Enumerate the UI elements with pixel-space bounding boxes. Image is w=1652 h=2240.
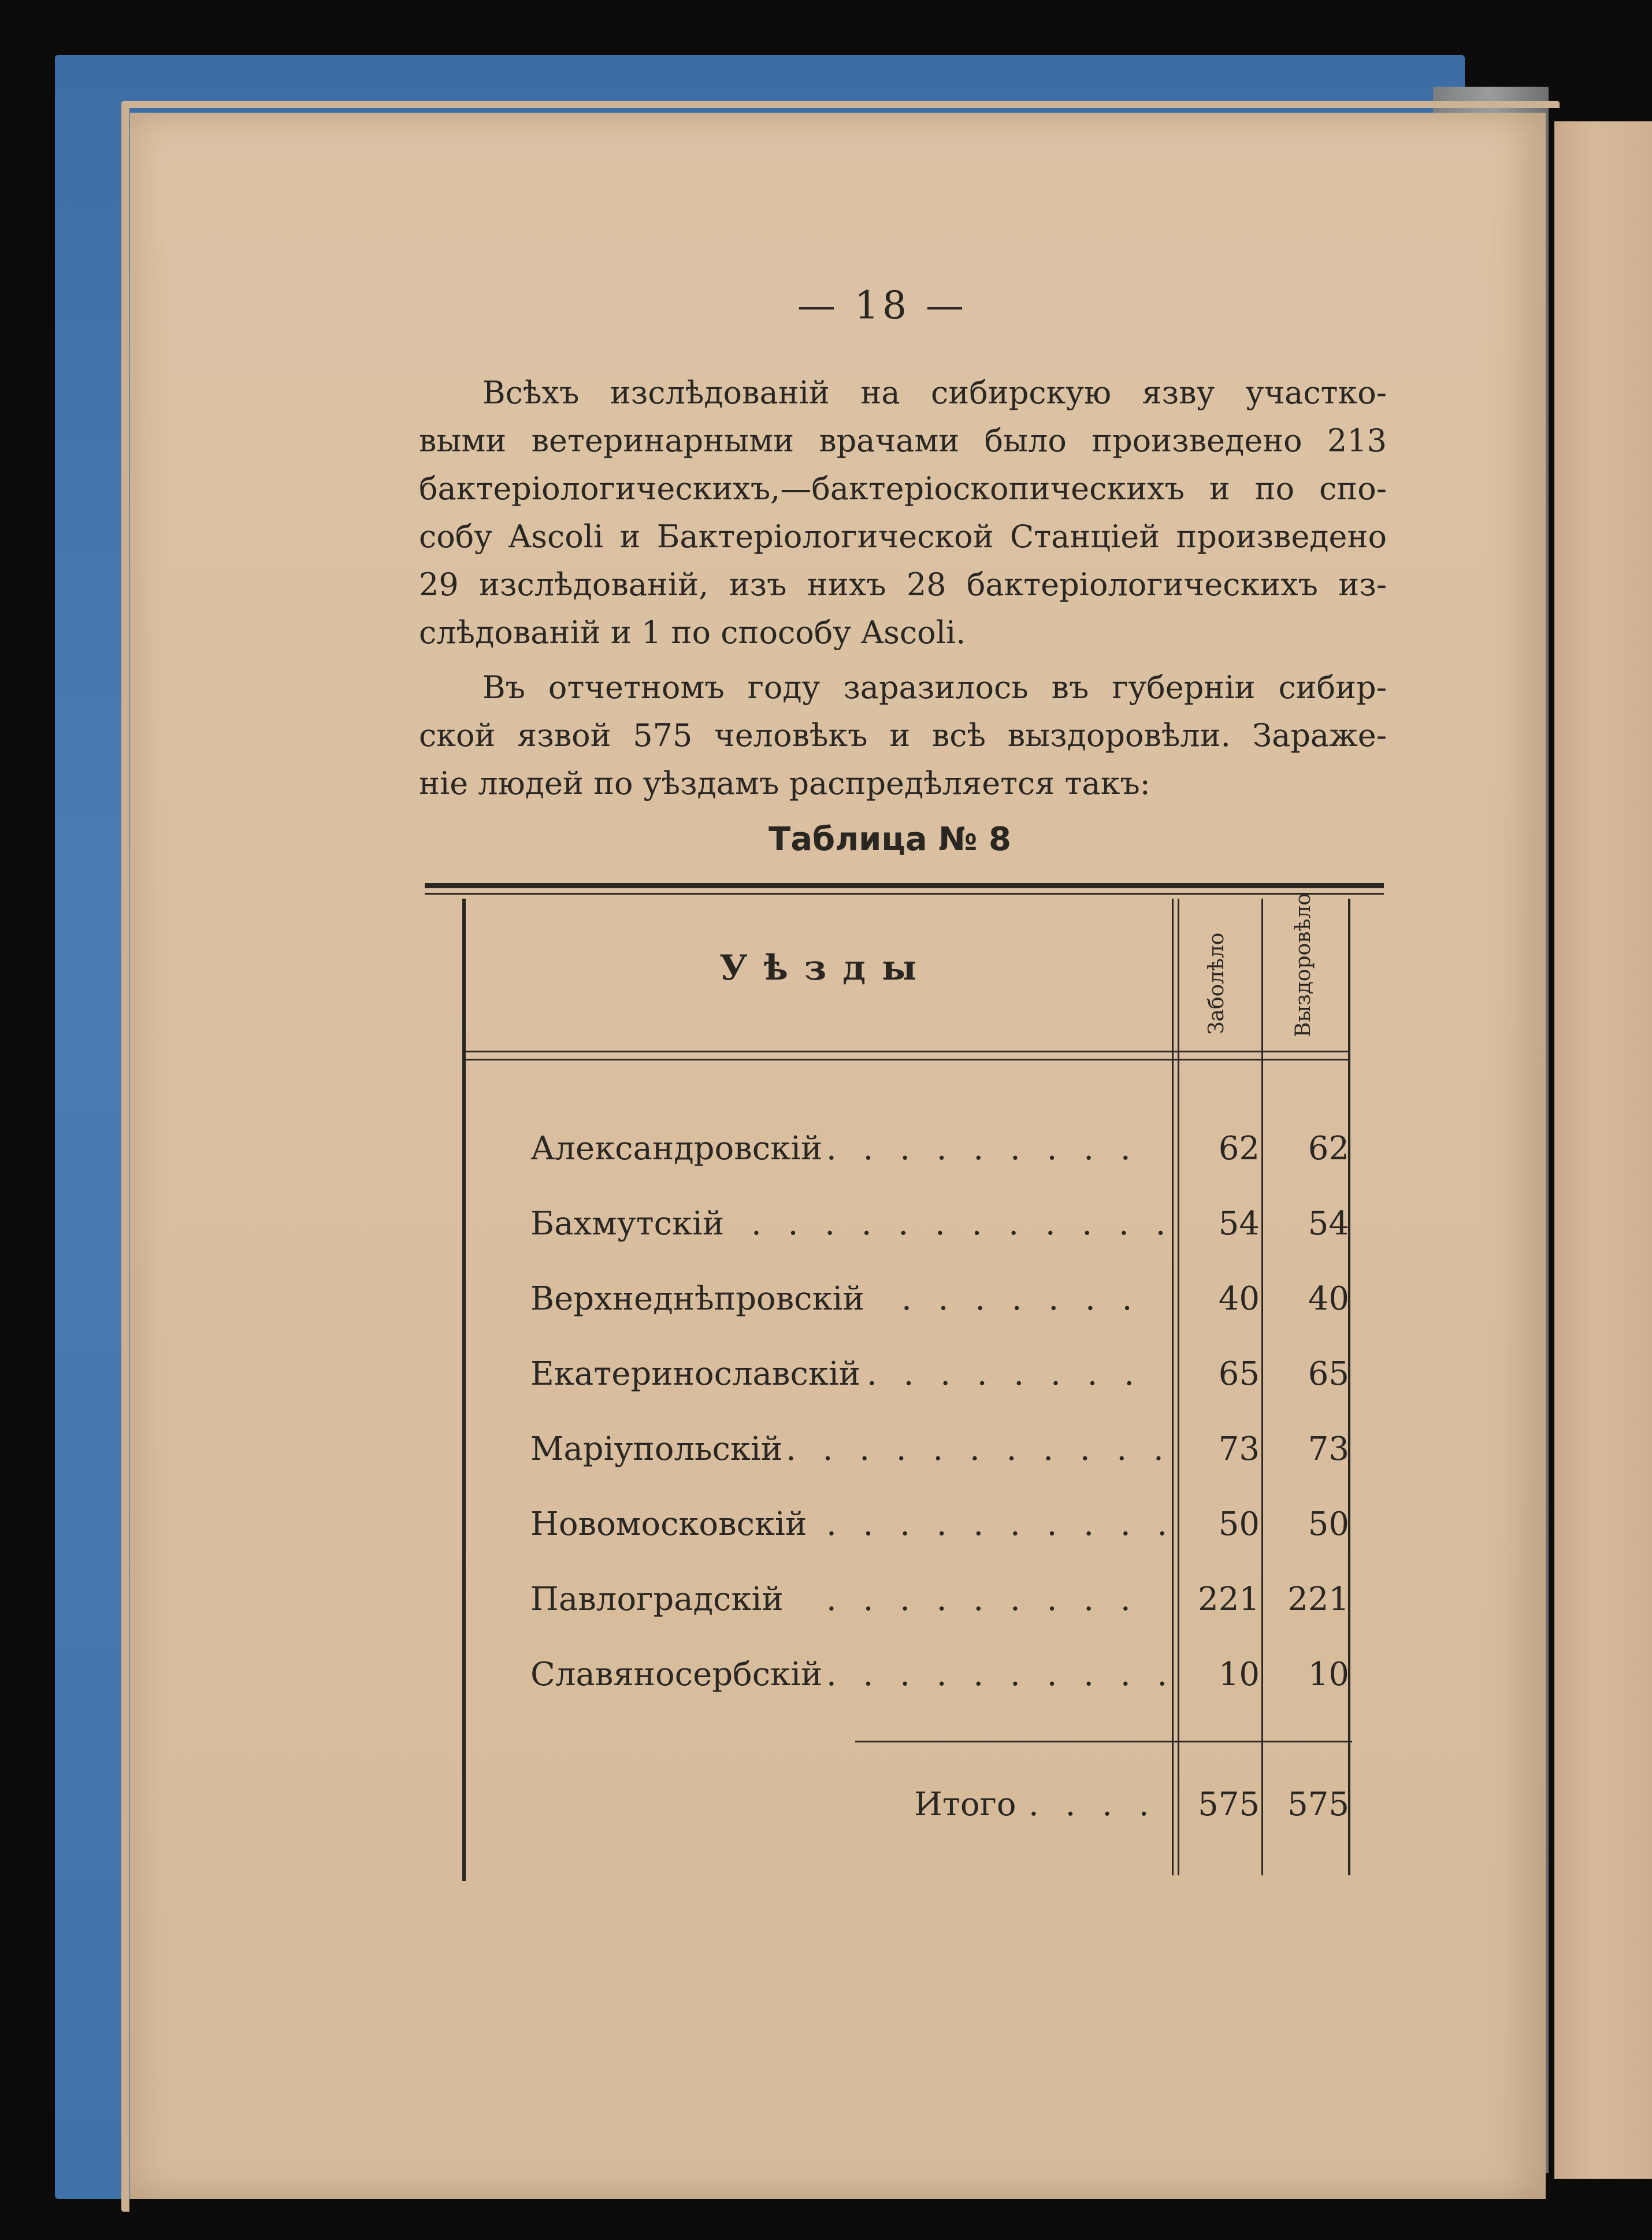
recovered-value: 54 bbox=[1308, 1205, 1349, 1243]
column-divider-2 bbox=[1261, 899, 1263, 1875]
paragraph-line: ской язвой 575 человѣкъ и всѣ выздоровѣли. Зараже- bbox=[419, 717, 1387, 754]
column-header-sick: Заболѣло bbox=[1205, 932, 1228, 1034]
table-left-border bbox=[462, 899, 466, 1881]
paragraph-line: выми ветеринарными врачами было произведено 213 bbox=[419, 422, 1387, 459]
header-divider-2 bbox=[465, 1059, 1349, 1060]
paragraph-line: Всѣхъ изслѣдованій на сибирскую язву участко- bbox=[482, 374, 1387, 411]
sick-value: 62 bbox=[1218, 1130, 1260, 1167]
recovered-value: 10 bbox=[1308, 1656, 1349, 1693]
sick-value: 65 bbox=[1218, 1355, 1260, 1393]
sick-value: 73 bbox=[1218, 1430, 1260, 1468]
leader-dots: . . . . . . . . . . . . bbox=[751, 1205, 1174, 1243]
district-name: Бахмутскій bbox=[530, 1205, 725, 1243]
paragraph-line: бактеріологическихъ,—бактеріоскопическихъ и по спо- bbox=[419, 470, 1387, 507]
district-name: Верхнеднѣпровскій bbox=[530, 1280, 864, 1318]
paragraph-line: Въ отчетномъ году заразилось въ губерніи сибир- bbox=[482, 669, 1387, 706]
leader-dots: . . . . . . . . . . . bbox=[786, 1430, 1172, 1468]
leader-dots: . . . . . . . . . . bbox=[826, 1656, 1176, 1693]
district-name: Александровскій bbox=[530, 1130, 823, 1167]
total-sick-value: 575 bbox=[1198, 1786, 1260, 1823]
paragraph-line: слѣдованій и 1 по способу Ascoli. bbox=[419, 614, 966, 651]
leader-dots: . . . . . . . . bbox=[867, 1355, 1143, 1393]
sick-value: 40 bbox=[1218, 1280, 1260, 1318]
district-name: Маріупольскій bbox=[530, 1430, 783, 1468]
header-divider bbox=[465, 1051, 1349, 1052]
table-top-rule bbox=[425, 883, 1384, 888]
leader-dots: . . . . . . . . . bbox=[826, 1581, 1139, 1618]
recovered-value: 62 bbox=[1308, 1130, 1349, 1167]
column-header-uezdy: Уѣзды bbox=[719, 948, 933, 988]
district-name: Славяносербскій bbox=[530, 1656, 823, 1693]
column-divider-1 bbox=[1172, 899, 1174, 1875]
paragraph-line: 29 изслѣдованій, изъ нихъ 28 бактеріологическихъ из- bbox=[419, 566, 1387, 603]
recovered-value: 65 bbox=[1308, 1355, 1349, 1393]
total-recovered-value: 575 bbox=[1287, 1786, 1349, 1823]
total-leader-dots: . . . . bbox=[1029, 1786, 1157, 1823]
recovered-value: 50 bbox=[1308, 1505, 1349, 1543]
district-name: Екатеринославскій bbox=[530, 1355, 861, 1393]
page-number: — 18 — bbox=[797, 283, 967, 328]
leader-dots: . . . . . . . . . . bbox=[826, 1505, 1176, 1543]
sick-value: 50 bbox=[1218, 1505, 1260, 1543]
district-name: Новомосковскій bbox=[530, 1505, 807, 1543]
sick-value: 221 bbox=[1198, 1581, 1260, 1618]
recovered-value: 73 bbox=[1308, 1430, 1349, 1468]
paragraph-line: собу Ascoli и Бактеріологической Станціей произведено bbox=[419, 518, 1387, 555]
leader-dots: . . . . . . . . . bbox=[826, 1130, 1139, 1167]
sick-value: 10 bbox=[1218, 1656, 1260, 1693]
column-divider-1b bbox=[1178, 899, 1179, 1875]
recovered-value: 40 bbox=[1308, 1280, 1349, 1318]
paragraph-2 bbox=[419, 663, 1387, 807]
adjacent-page bbox=[1554, 121, 1652, 2179]
paragraph-1 bbox=[419, 369, 1387, 657]
table-top-rule-thin bbox=[425, 893, 1384, 895]
leader-dots: . . . . . . . bbox=[901, 1280, 1141, 1318]
total-label: Итого bbox=[914, 1786, 1016, 1823]
paragraph-line: ніе людей по уѣздамъ распредѣляется такъ: bbox=[419, 765, 1150, 802]
recovered-value: 221 bbox=[1287, 1581, 1349, 1618]
column-header-recovered: Выздоровѣло bbox=[1291, 893, 1315, 1037]
district-name: Павлоградскій bbox=[530, 1581, 784, 1618]
total-rule bbox=[855, 1741, 1352, 1742]
table-title: Таблица № 8 bbox=[769, 821, 1011, 858]
sick-value: 54 bbox=[1218, 1205, 1260, 1243]
